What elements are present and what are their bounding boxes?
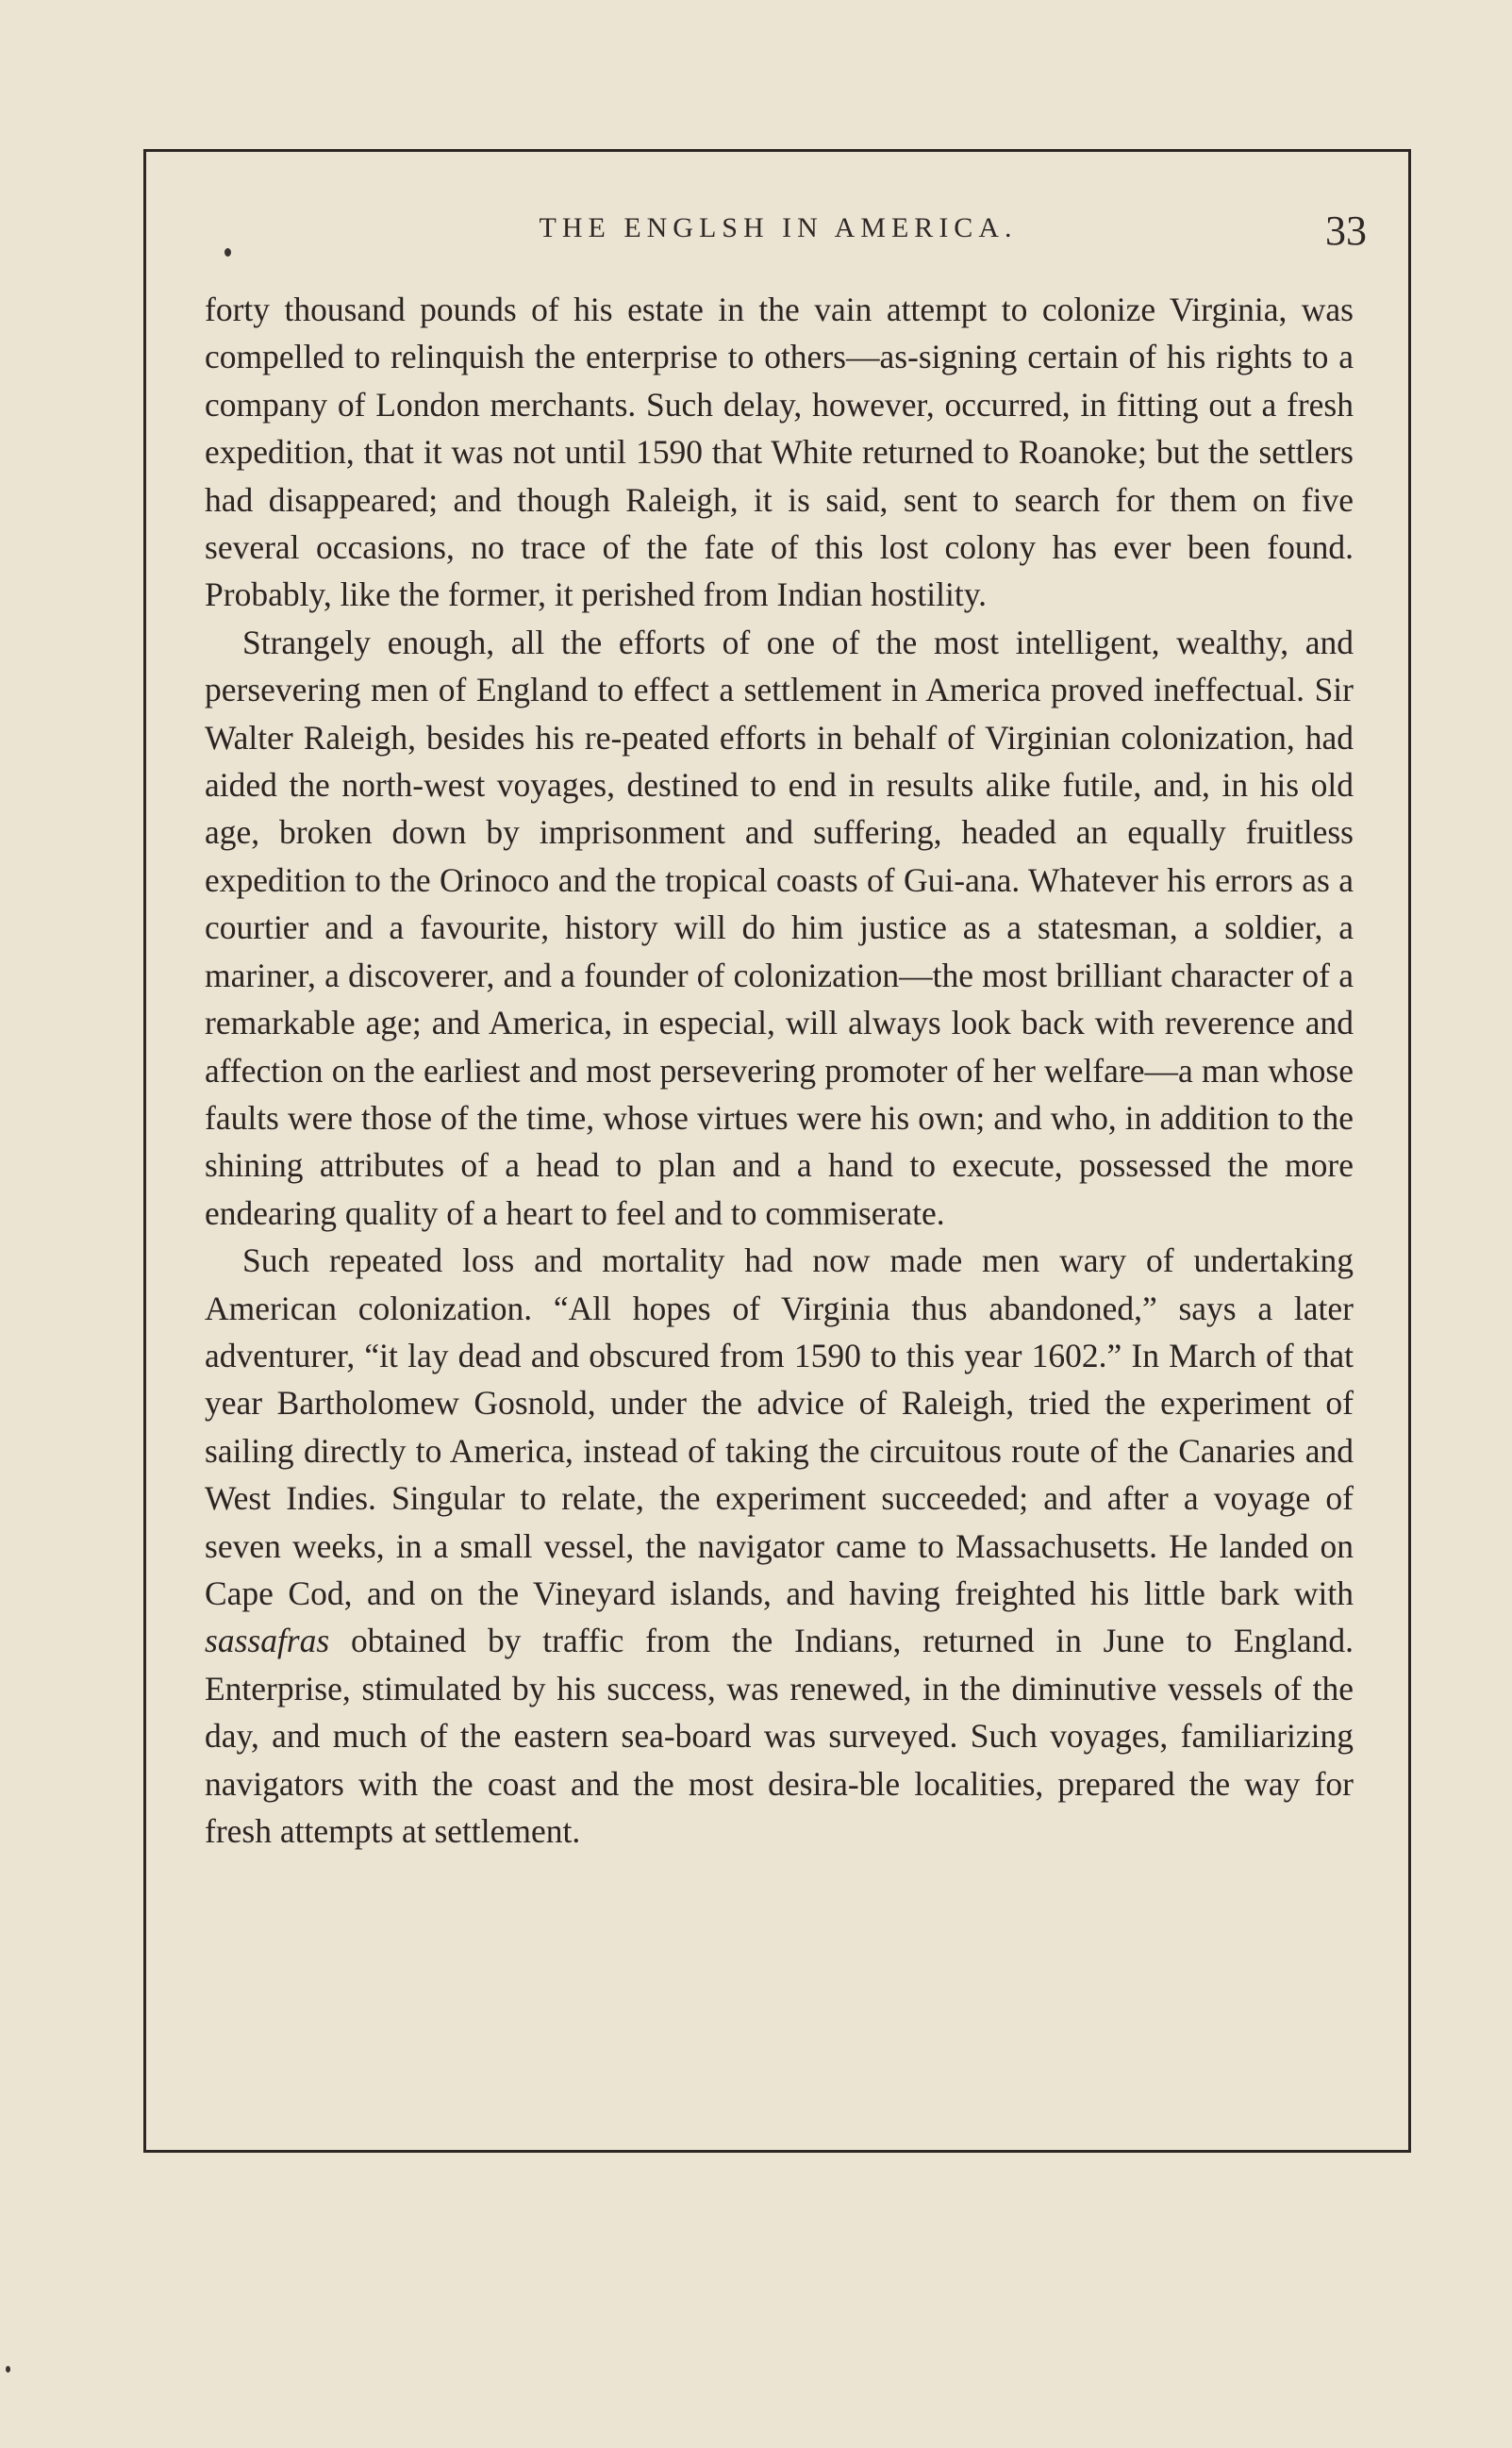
paragraph-3-part-2: obtained by traffic from the Indians, returned in June to England. Enterprise, stimulated by his success, was renewed, in the diminutive vessels of the day, and much of the eastern sea-board was surveyed. Such voyages, familiarizing navigators with the coast and the most desira-ble localities, prepared the way for fresh attempts at settlement.	[205, 1622, 1354, 1850]
page-number: 33	[1325, 208, 1367, 254]
page-frame	[143, 149, 1411, 2153]
paragraph-1: forty thousand pounds of his estate in the vain attempt to colonize Virginia, was compelled to relinquish the enterprise to others—as-signing certain of his rights to a company of London merchants. Such delay, however, occurred, in fitting out a fresh expedition, that it was not until 1590 that White returned to Roanoke; but the settlers had disappeared; and though Raleigh, it is said, sent to search for them on five several occasions, no trace of the fate of this lost colony has ever been found. Probably, like the former, it perished from Indian hostility.	[205, 291, 1354, 614]
paragraph-3	[205, 1237, 1354, 1855]
paragraph-2: Strangely enough, all the efforts of one of the most intelligent, wealthy, and persevering men of England to effect a settlement in America proved ineffectual. Sir Walter Raleigh, besides his re-peated efforts in behalf of Virginian colonization, had aided the north-west voyages, destined to end in results alike futile, and, in his old age, broken down by imprisonment and suffering, headed an equally fruitless expedition to the Orinoco and the tropical coasts of Gui-ana. Whatever his errors as a courtier and a favourite, history will do him justice as a statesman, a soldier, a mariner, a discoverer, and a founder of colonization—the most brilliant character of a remarkable age; and America, in especial, will always look back with reverence and affection on the earliest and most persevering promoter of her welfare—a man whose faults were those of the time, whose virtues were his own; and who, in addition to the shining attributes of a head to plan and a hand to execute, possessed the more endearing quality of a heart to feel and to commiserate.	[205, 623, 1354, 1232]
paragraph-3-part-1: Such repeated loss and mortality had now made men wary of undertaking American colonization. “All hopes of Virginia thus abandoned,” says a later adventurer, “it lay dead and obscured from 1590 to this year 1602.” In March of that year Bartholomew Gosnold, under the advice of Raleigh, tried the experiment of sailing directly to America, instead of taking the circuitous route of the Canaries and West Indies. Singular to relate, the experiment succeeded; and after a voyage of seven weeks, in a small vessel, the navigator came to Massachusetts. He landed on Cape Cod, and on the Vineyard islands, and having freighted his little bark with	[205, 1241, 1354, 1612]
italic-term: sassafras	[205, 1622, 330, 1660]
ink-speck	[224, 248, 231, 257]
running-title: THE ENGLSH IN AMERICA.	[539, 212, 1018, 243]
ink-speck	[6, 2366, 10, 2373]
body-text	[205, 286, 1354, 1855]
